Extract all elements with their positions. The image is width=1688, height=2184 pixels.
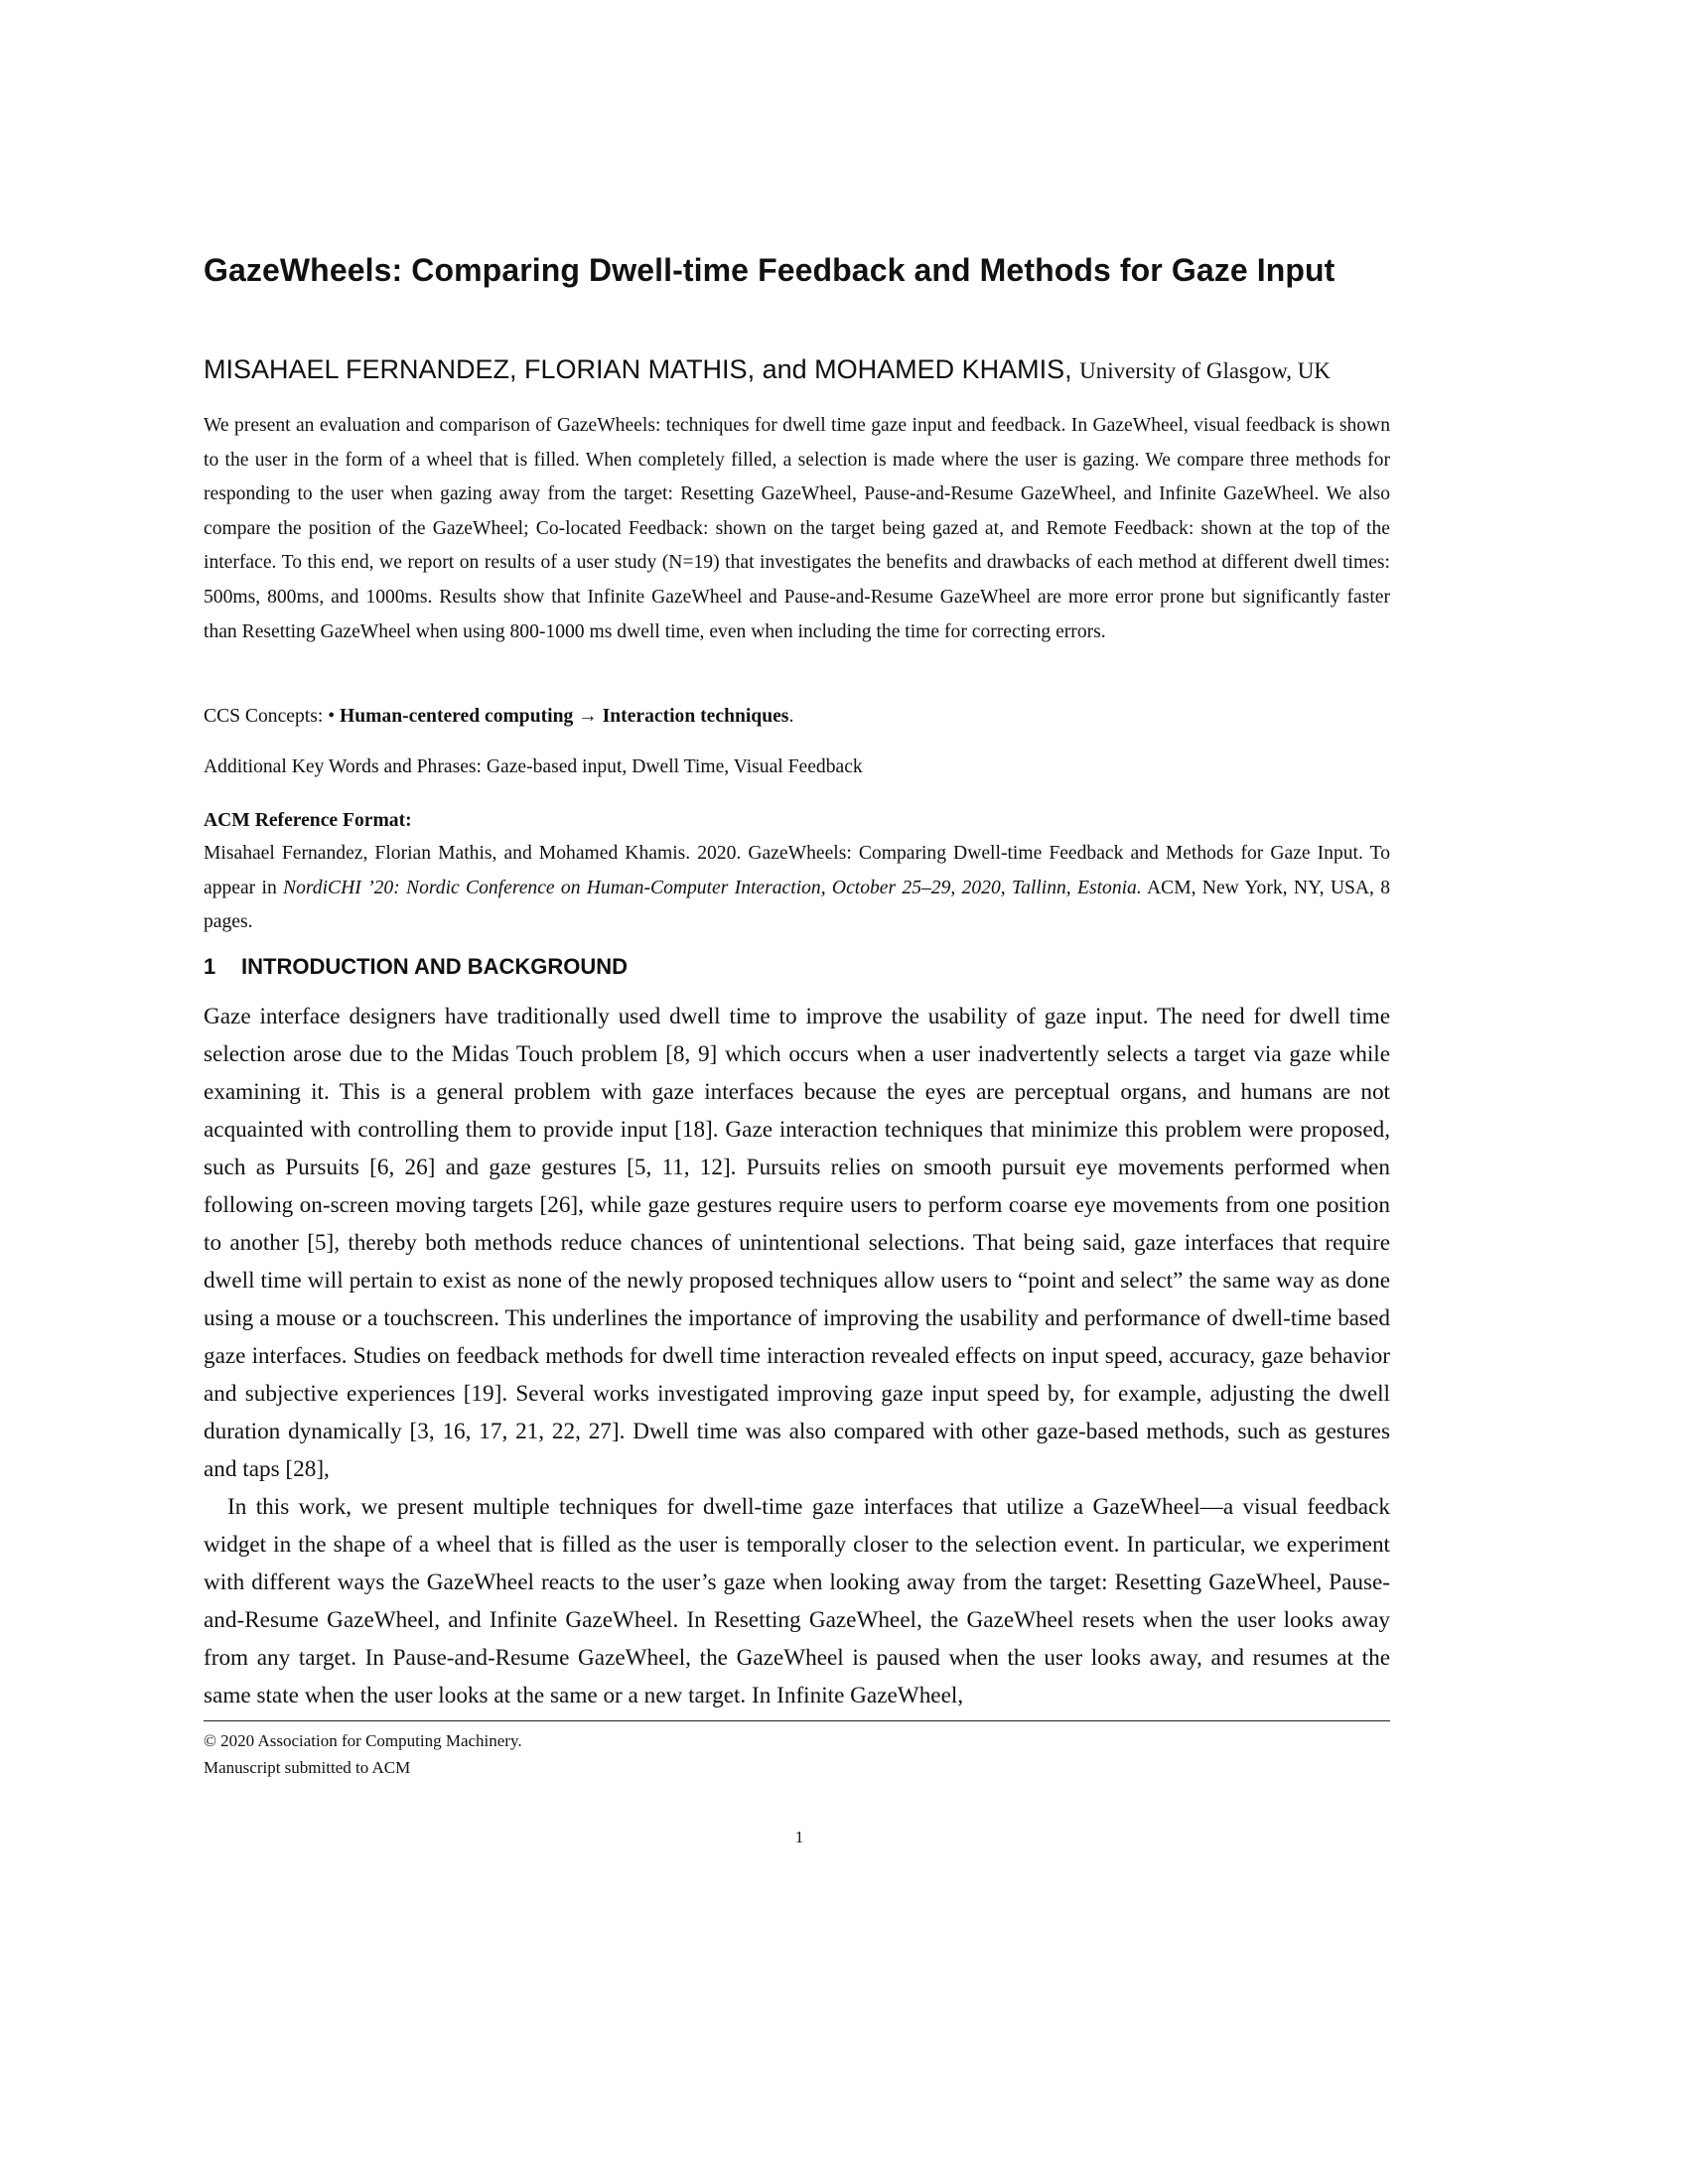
acm-reference-before: Misahael Fernandez, Florian Mathis, and Mohamed Khamis. 2020. GazeWheels: Comparing Dwell-time Feedback and Methods for Gaze Input. To appear in [204, 843, 1390, 898]
author-names: MISAHAEL FERNANDEZ, FLORIAN MATHIS, and MOHAMED KHAMIS, [204, 354, 1072, 384]
section-number: 1 [204, 954, 216, 979]
acm-reference-after: ACM, New York, NY, USA, 8 pages. [204, 877, 1391, 933]
section-title: INTRODUCTION AND BACKGROUND [241, 954, 629, 979]
body-paragraph-1: Gaze interface designers have traditionally used dwell time to improve the usability of gaze input. The need for dwell time selection arose due to the Midas Touch problem [8, 9] which occurs when a user inadvertently selects a target via gaze while examining it. This is a general problem with gaze interfaces because the eyes are perceptual organs, and humans are not acquainted with controlling them to provide input [18]. Gaze interaction techniques that minimize this problem were proposed, such as Pursuits [6, 26] and gaze gestures [5, 11, 12]. Pursuits relies on smooth pursuit eye movements performed when following on-screen moving targets [26], while gaze gestures require users to perform coarse eye movements from one position to another [5], thereby both methods reduce chances of unintentional selections. That being said, gaze interfaces that require dwell time will pertain to exist as none of the newly proposed techniques allow users to “point and select” the same way as done using a mouse or a touchscreen. This underlines the importance of improving the usability and performance of dwell-time based gaze interfaces. Studies on feedback methods for dwell time interaction revealed effects on input speed, accuracy, gaze behavior and subjective experiences [19]. Several works investigated improving gaze input speed by, for example, adjusting the dwell duration dynamically [3, 16, 17, 21, 22, 27]. Dwell time was also compared with other gaze-based methods, such as gestures and taps [28], [204, 1004, 1390, 1482]
paper-title: GazeWheels: Comparing Dwell-time Feedback and Methods for Gaze Input [204, 252, 1336, 288]
acm-reference-heading: ACM Reference Format: [204, 810, 412, 831]
author-affiliation: University of Glasgow, UK [1079, 358, 1331, 383]
ccs-concept-term: Human-centered computing → Interaction techniques [339, 706, 789, 727]
keywords: Additional Key Words and Phrases: Gaze-based input, Dwell Time, Visual Feedback [204, 756, 863, 777]
section-heading [204, 952, 1390, 982]
body-paragraph-2: In this work, we present multiple techniques for dwell-time gaze interfaces that utilize a GazeWheel—a visual feedback widget in the shape of a wheel that is filled as the user is temporally closer to the selection event. In particular, we experiment with different ways the GazeWheel reacts to the user’s gaze when looking away from the target: Resetting GazeWheel, Pause-and-Resume GazeWheel, and Infinite GazeWheel. In Resetting GazeWheel, the GazeWheel resets when the user looks away from any target. In Pause-and-Resume GazeWheel, the GazeWheel is paused when the user looks away, and resumes at the same state when the user looks at the same or a new target. In Infinite GazeWheel, [204, 1494, 1390, 1708]
page-number: 1 [794, 1828, 804, 1846]
ccs-label: CCS Concepts: • [204, 706, 336, 727]
acm-reference-text [204, 837, 1390, 940]
author-line [204, 351, 1390, 389]
footnote-divider [204, 1720, 1390, 1721]
ccs-concepts [204, 700, 1390, 735]
submission-note: Manuscript submitted to ACM [204, 1758, 411, 1777]
acm-reference-venue: NordiCHI ’20: Nordic Conference on Human-Computer Interaction, October 25–29, 2020, Tallinn, Estonia. [283, 877, 1142, 898]
copyright-note: © 2020 Association for Computing Machinery. [204, 1731, 522, 1750]
ccs-end: . [788, 706, 794, 727]
abstract: We present an evaluation and comparison of GazeWheels: techniques for dwell time gaze input and feedback. In GazeWheel, visual feedback is shown to the user in the form of a wheel that is filled. When completely filled, a selection is made where the user is gazing. We compare three methods for responding to the user when gazing away from the target: Resetting GazeWheel, Pause-and-Resume GazeWheel, and Infinite GazeWheel. We also compare the position of the GazeWheel; Co-located Feedback: shown on the target being gazed at, and Remote Feedback: shown at the top of the interface. To this end, we report on results of a user study (N=19) that investigates the benefits and drawbacks of each method at different dwell times: 500ms, 800ms, and 1000ms. Results show that Infinite GazeWheel and Pause-and-Resume GazeWheel are more error prone but significantly faster than Resetting GazeWheel when using 800-1000 ms dwell time, even when including the time for correcting errors. [204, 415, 1390, 642]
